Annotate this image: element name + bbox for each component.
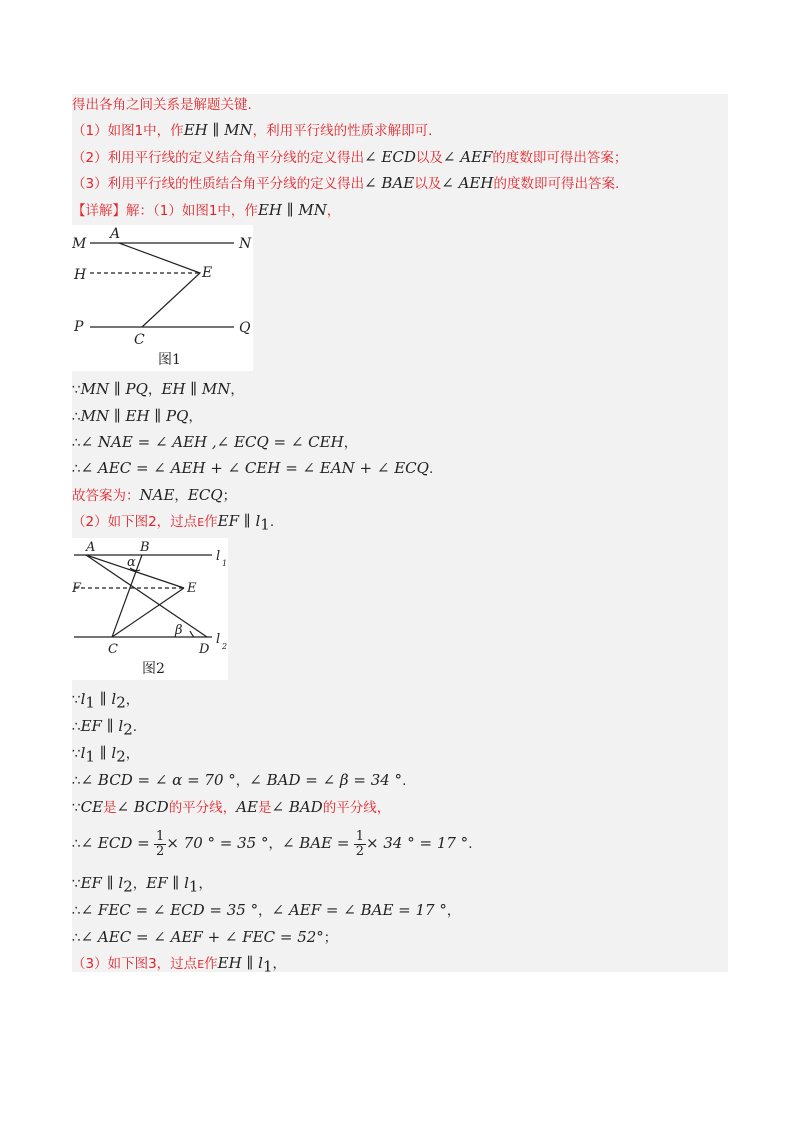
subscript: 1 bbox=[85, 693, 95, 712]
math-expr: ∠ BAE = bbox=[281, 834, 350, 852]
conclusion-text: 得出各角之间关系是解题关键. bbox=[72, 97, 252, 113]
label-P: P bbox=[74, 319, 84, 335]
label-A: A bbox=[110, 226, 121, 242]
text-line-4 bbox=[72, 174, 619, 193]
part-3-heading: （3）如下图3，过点 bbox=[72, 956, 198, 972]
math-expr: NAE bbox=[139, 486, 175, 504]
part-3-mid: 作 bbox=[204, 956, 218, 972]
text-line-12 bbox=[72, 690, 139, 712]
punct: ， bbox=[230, 382, 244, 398]
punct: . bbox=[428, 461, 434, 477]
label-B: B bbox=[140, 540, 150, 555]
subscript: 2 bbox=[123, 877, 133, 896]
math-expr: ∠ AEH bbox=[441, 174, 494, 192]
subscript: 1 bbox=[262, 957, 273, 976]
text-line-18 bbox=[72, 874, 212, 896]
label-beta: β bbox=[175, 623, 183, 638]
text-line-10 bbox=[72, 486, 236, 505]
figure-1-caption: 图1 bbox=[158, 352, 181, 368]
punct: ， bbox=[125, 692, 140, 708]
therefore-symbol: ∴ bbox=[72, 903, 81, 919]
hint-3-tail: 的度数即可得出答案. bbox=[493, 176, 620, 192]
math-expr: EH ∥ MN bbox=[257, 201, 327, 219]
punct: ， bbox=[258, 903, 272, 919]
label-M: M bbox=[72, 236, 87, 252]
point-label: E bbox=[197, 516, 205, 529]
denominator: 2 bbox=[355, 843, 365, 859]
fraction-half bbox=[354, 830, 366, 859]
label-H: H bbox=[74, 267, 87, 283]
fraction-half bbox=[154, 830, 166, 859]
math-expr: EH ∥ MN bbox=[183, 121, 253, 139]
because-symbol: ∵ bbox=[72, 746, 81, 762]
punct: ； bbox=[222, 488, 237, 504]
therefore-symbol: ∴ bbox=[72, 773, 81, 789]
punct: ， bbox=[188, 409, 202, 425]
math-expr: ∠ AEF = ∠ BAE = 17 ° bbox=[271, 901, 447, 919]
punct: ， bbox=[198, 876, 212, 892]
math-expr: ∠ BAD bbox=[271, 798, 323, 816]
label-l1: l bbox=[216, 549, 221, 564]
math-expr: EF ∥ l bbox=[80, 717, 124, 735]
label-F: F bbox=[72, 581, 82, 596]
punct: . bbox=[132, 719, 138, 735]
hint-1-tail: ，利用平行线的性质求解即可. bbox=[252, 123, 433, 139]
text-line-19 bbox=[72, 901, 460, 920]
punct: ， bbox=[174, 488, 188, 504]
detail-heading: 【详解】解：（1）如图1中，作 bbox=[72, 203, 258, 219]
math-expr: ∠ BAD = ∠ β = 34 ° bbox=[249, 771, 403, 789]
because-symbol: ∵ bbox=[72, 800, 81, 816]
text-line-20 bbox=[72, 928, 337, 947]
point-label: E bbox=[197, 958, 205, 971]
hint-2-text: （2）利用平行线的定义结合角平分线的定义得出 bbox=[72, 150, 365, 166]
figure-2-caption: 图2 bbox=[142, 661, 165, 677]
figure-2 bbox=[72, 538, 228, 680]
text-line-15 bbox=[72, 771, 406, 790]
punct: . bbox=[269, 514, 275, 530]
math-expr: ∠ BCD = ∠ α = 70 ° bbox=[80, 771, 236, 789]
subscript: 2 bbox=[123, 720, 133, 739]
subscript: 2 bbox=[116, 747, 126, 766]
punct: ， bbox=[268, 836, 282, 852]
label-l2-subscript: 2 bbox=[222, 642, 228, 651]
text-line-1 bbox=[72, 96, 252, 114]
hint-3-mid: 以及 bbox=[414, 176, 442, 192]
math-expr: EH ∥ MN bbox=[161, 380, 231, 398]
subscript: 1 bbox=[85, 747, 95, 766]
therefore-symbol: ∴ bbox=[72, 719, 81, 735]
math-expr: ∠ FEC = ∠ ECD = 35 ° bbox=[80, 901, 259, 919]
math-expr: AE bbox=[236, 798, 258, 816]
text-line-13 bbox=[72, 717, 137, 739]
text-line-16 bbox=[72, 798, 390, 817]
math-expr: CE bbox=[80, 798, 104, 816]
punct: ， bbox=[235, 773, 250, 789]
punct: ， bbox=[147, 382, 162, 398]
subscript: 1 bbox=[260, 515, 270, 534]
math-expr: ∠ AEF bbox=[442, 148, 493, 166]
hint-3-text: （3）利用平行线的性质结合角平分线的定义得出 bbox=[72, 176, 365, 192]
math-expr: l bbox=[80, 744, 86, 762]
text-fragment: 是 bbox=[257, 800, 272, 816]
math-expr: × 34 ° = 17 ° bbox=[366, 834, 469, 852]
label-E: E bbox=[187, 581, 197, 596]
text-line-8 bbox=[72, 433, 357, 452]
numerator: 1 bbox=[156, 828, 165, 844]
numerator: 1 bbox=[355, 828, 365, 844]
math-expr: ∥ l bbox=[94, 744, 117, 762]
hint-2-mid: 以及 bbox=[415, 150, 443, 166]
math-expr: ∠ NAE = ∠ AEH ,∠ ECQ = ∠ CEH bbox=[80, 433, 344, 451]
text-line-7 bbox=[72, 407, 202, 426]
math-expr: × 70 ° = 35 ° bbox=[166, 834, 269, 852]
math-expr: EF ∥ l bbox=[146, 874, 189, 892]
math-expr: ∠ AEC = ∠ AEH + ∠ CEH = ∠ EAN + ∠ ECQ bbox=[80, 459, 429, 477]
part-2-mid: 作 bbox=[204, 514, 218, 530]
math-expr: ∠ BAE bbox=[364, 174, 415, 192]
therefore-symbol: ∴ bbox=[72, 435, 81, 451]
math-expr: ∠ ECD bbox=[364, 148, 416, 166]
label-E: E bbox=[202, 265, 213, 281]
text-fragment: 是 bbox=[103, 800, 117, 816]
label-C: C bbox=[108, 642, 118, 657]
punct: ， bbox=[343, 435, 358, 451]
because-symbol: ∵ bbox=[72, 692, 81, 708]
subscript: 2 bbox=[116, 693, 126, 712]
label-N: N bbox=[239, 236, 252, 252]
part-2-heading: （2）如下图2，过点 bbox=[72, 514, 198, 530]
text-line-21 bbox=[72, 954, 286, 976]
math-expr: ∥ l bbox=[94, 690, 117, 708]
text-line-9 bbox=[72, 459, 433, 478]
math-expr: MN ∥ PQ bbox=[80, 380, 148, 398]
punct: ； bbox=[323, 930, 338, 946]
math-expr: ∠ BCD bbox=[116, 798, 169, 816]
math-expr: EH ∥ l bbox=[217, 954, 263, 972]
math-expr: EF ∥ l bbox=[80, 874, 124, 892]
math-expr: MN ∥ EH ∥ PQ bbox=[80, 407, 189, 425]
label-l2: l bbox=[216, 632, 221, 647]
label-D: D bbox=[199, 642, 210, 657]
text-fragment: 的平分线， bbox=[322, 800, 391, 816]
punct: . bbox=[468, 836, 473, 852]
label-alpha: α bbox=[127, 555, 136, 570]
math-expr: ∠ ECD = bbox=[80, 834, 150, 852]
text-line-2 bbox=[72, 121, 432, 140]
text-line-6 bbox=[72, 380, 244, 399]
denominator: 2 bbox=[156, 843, 165, 859]
text-line-3 bbox=[72, 148, 627, 167]
punct: ， bbox=[446, 903, 461, 919]
text-line-11 bbox=[72, 512, 274, 534]
hint-2-tail: 的度数即可得出答案； bbox=[492, 150, 628, 166]
therefore-symbol: ∴ bbox=[72, 461, 81, 477]
because-symbol: ∵ bbox=[72, 382, 81, 398]
therefore-symbol: ∴ bbox=[72, 836, 81, 852]
text-line-14 bbox=[72, 744, 139, 766]
punct: ， bbox=[125, 746, 140, 762]
answer-label: 故答案为： bbox=[72, 488, 140, 504]
punct: ， bbox=[132, 876, 147, 892]
math-expr: EF ∥ l bbox=[217, 512, 261, 530]
therefore-symbol: ∴ bbox=[72, 409, 81, 425]
because-symbol: ∵ bbox=[72, 876, 81, 892]
punct: ， bbox=[326, 203, 341, 219]
text-line-5 bbox=[72, 201, 340, 220]
label-Q: Q bbox=[239, 320, 251, 336]
math-expr: ∠ AEC = ∠ AEF + ∠ FEC = 52° bbox=[80, 928, 324, 946]
text-line-17 bbox=[72, 826, 472, 861]
label-l1-subscript: 1 bbox=[222, 559, 228, 568]
therefore-symbol: ∴ bbox=[72, 930, 81, 946]
subscript: 1 bbox=[188, 877, 199, 896]
math-expr: ECQ bbox=[187, 486, 223, 504]
label-C: C bbox=[134, 332, 145, 348]
text-fragment: 的平分线， bbox=[168, 800, 237, 816]
punct: . bbox=[402, 773, 407, 789]
math-expr: l bbox=[80, 690, 86, 708]
figure-1 bbox=[72, 225, 253, 371]
punct: ， bbox=[272, 956, 286, 972]
label-A: A bbox=[86, 540, 96, 555]
hint-1-text: （1）如图1中，作 bbox=[72, 123, 184, 139]
